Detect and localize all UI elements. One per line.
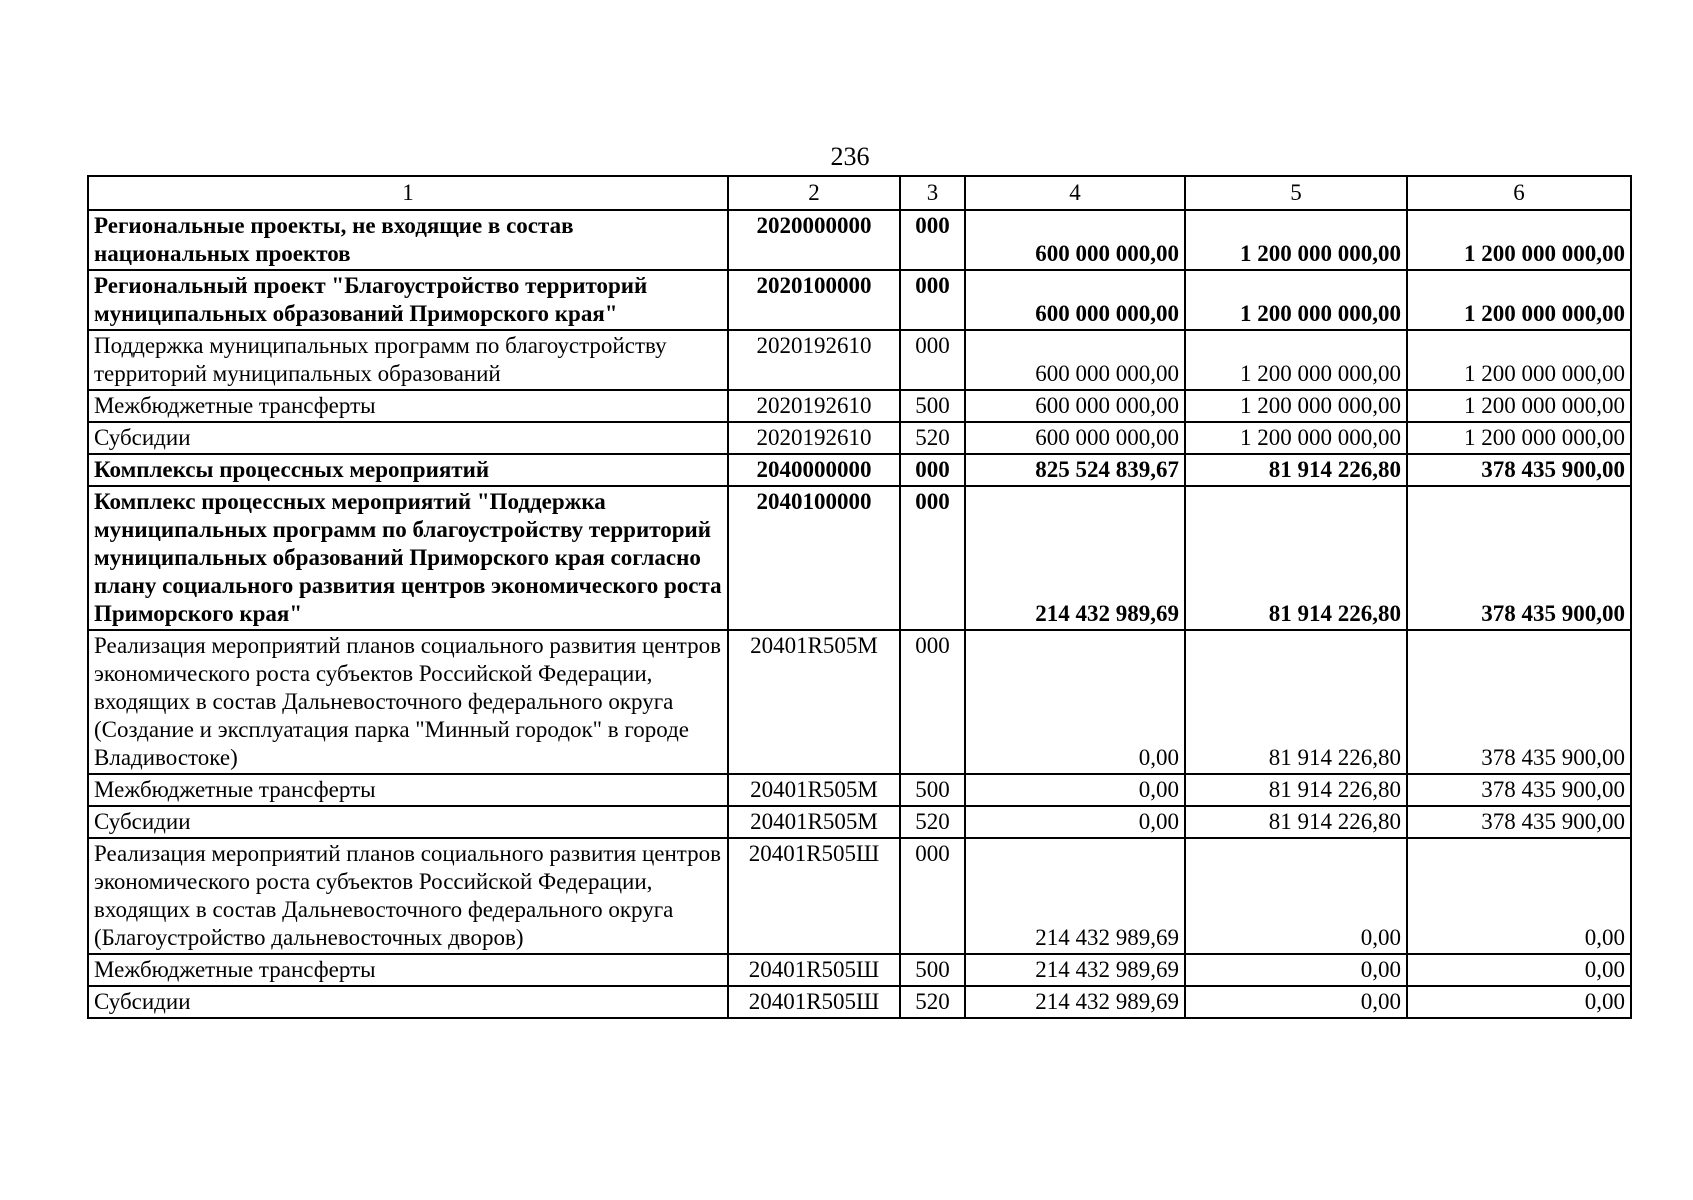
column-header-1: 1: [88, 176, 728, 210]
column-header-3: 3: [900, 176, 965, 210]
row-value-col6: 378 435 900,00: [1407, 774, 1631, 806]
table-row: [88, 454, 1631, 486]
table-row: [88, 630, 1631, 774]
row-name: Региональные проекты, не входящие в состав национальных проектов: [88, 210, 728, 270]
row-code: 2020192610: [728, 390, 900, 422]
row-value-col6: 378 435 900,00: [1407, 806, 1631, 838]
row-code: 20401R505M: [728, 806, 900, 838]
row-expense-type: 000: [900, 838, 965, 954]
row-expense-type: 520: [900, 986, 965, 1018]
row-value-col6: 1 200 000 000,00: [1407, 270, 1631, 330]
column-header-4: 4: [965, 176, 1185, 210]
row-name: Межбюджетные трансферты: [88, 954, 728, 986]
table-row: [88, 330, 1631, 390]
row-name: Комплекс процессных мероприятий "Поддержка муниципальных программ по благоустройству территорий муниципальных образований Приморского края согласно плану социального развития центров экономического роста Приморского края": [88, 486, 728, 630]
row-code: 2020192610: [728, 330, 900, 390]
row-code: 2020100000: [728, 270, 900, 330]
row-value-col5: 1 200 000 000,00: [1185, 390, 1407, 422]
row-value-col6: 378 435 900,00: [1407, 454, 1631, 486]
row-value-col4: 600 000 000,00: [965, 270, 1185, 330]
row-name: Межбюджетные трансферты: [88, 774, 728, 806]
row-value-col5: 0,00: [1185, 954, 1407, 986]
row-value-col5: 81 914 226,80: [1185, 630, 1407, 774]
row-value-col4: 600 000 000,00: [965, 210, 1185, 270]
row-expense-type: 000: [900, 210, 965, 270]
table-row: [88, 210, 1631, 270]
row-expense-type: 520: [900, 806, 965, 838]
row-code: 2040000000: [728, 454, 900, 486]
table-row: [88, 422, 1631, 454]
row-name: Региональный проект "Благоустройство территорий муниципальных образований Приморского края": [88, 270, 728, 330]
row-value-col5: 1 200 000 000,00: [1185, 330, 1407, 390]
row-value-col4: 0,00: [965, 630, 1185, 774]
row-value-col5: 81 914 226,80: [1185, 486, 1407, 630]
table-row: [88, 270, 1631, 330]
row-value-col4: 825 524 839,67: [965, 454, 1185, 486]
row-value-col4: 0,00: [965, 806, 1185, 838]
table-row: [88, 954, 1631, 986]
row-name: Субсидии: [88, 422, 728, 454]
table-row: [88, 390, 1631, 422]
row-name: Межбюджетные трансферты: [88, 390, 728, 422]
row-value-col6: 378 435 900,00: [1407, 486, 1631, 630]
table-row: [88, 774, 1631, 806]
row-name: Субсидии: [88, 806, 728, 838]
row-name: Реализация мероприятий планов социального развития центров экономического роста субъектов Российской Федерации, входящих в состав Дальневосточного федерального округа (Благоустройство дальневосточных дворов): [88, 838, 728, 954]
budget-table: [87, 175, 1632, 1019]
row-code: 20401R505M: [728, 774, 900, 806]
row-expense-type: 500: [900, 390, 965, 422]
row-value-col6: 0,00: [1407, 954, 1631, 986]
table-row: [88, 486, 1631, 630]
row-expense-type: 000: [900, 330, 965, 390]
row-value-col6: 1 200 000 000,00: [1407, 422, 1631, 454]
row-value-col4: 214 432 989,69: [965, 954, 1185, 986]
row-value-col6: 378 435 900,00: [1407, 630, 1631, 774]
row-expense-type: 000: [900, 454, 965, 486]
column-header-2: 2: [728, 176, 900, 210]
row-expense-type: 000: [900, 486, 965, 630]
header-row: [88, 176, 1631, 210]
row-value-col4: 214 432 989,69: [965, 838, 1185, 954]
row-expense-type: 000: [900, 630, 965, 774]
row-value-col5: 0,00: [1185, 986, 1407, 1018]
row-value-col5: 81 914 226,80: [1185, 774, 1407, 806]
table-row: [88, 838, 1631, 954]
row-code: 20401R505M: [728, 630, 900, 774]
row-expense-type: 000: [900, 270, 965, 330]
row-value-col5: 81 914 226,80: [1185, 454, 1407, 486]
row-value-col4: 600 000 000,00: [965, 390, 1185, 422]
row-value-col6: 1 200 000 000,00: [1407, 210, 1631, 270]
row-value-col4: 600 000 000,00: [965, 330, 1185, 390]
row-value-col6: 1 200 000 000,00: [1407, 390, 1631, 422]
row-name: Комплексы процессных мероприятий: [88, 454, 728, 486]
page-number: 236: [830, 142, 870, 171]
row-name: Реализация мероприятий планов социального развития центров экономического роста субъектов Российской Федерации, входящих в состав Дальневосточного федерального округа (Создание и эксплуатация парка "Минный городок" в городе Владивостоке): [88, 630, 728, 774]
column-header-6: 6: [1407, 176, 1631, 210]
row-expense-type: 500: [900, 774, 965, 806]
row-value-col5: 81 914 226,80: [1185, 806, 1407, 838]
row-value-col5: 1 200 000 000,00: [1185, 210, 1407, 270]
row-code: 20401R505Ш: [728, 986, 900, 1018]
table-row: [88, 806, 1631, 838]
row-value-col5: 1 200 000 000,00: [1185, 270, 1407, 330]
table-row: [88, 986, 1631, 1018]
column-header-5: 5: [1185, 176, 1407, 210]
row-value-col6: 0,00: [1407, 986, 1631, 1018]
row-name: Поддержка муниципальных программ по благоустройству территорий муниципальных образований: [88, 330, 728, 390]
row-name: Субсидии: [88, 986, 728, 1018]
row-code: 20401R505Ш: [728, 838, 900, 954]
row-code: 2020000000: [728, 210, 900, 270]
row-expense-type: 520: [900, 422, 965, 454]
row-value-col6: 0,00: [1407, 838, 1631, 954]
row-value-col4: 214 432 989,69: [965, 986, 1185, 1018]
row-expense-type: 500: [900, 954, 965, 986]
row-value-col4: 214 432 989,69: [965, 486, 1185, 630]
row-value-col5: 1 200 000 000,00: [1185, 422, 1407, 454]
row-code: 2020192610: [728, 422, 900, 454]
row-value-col6: 1 200 000 000,00: [1407, 330, 1631, 390]
row-code: 20401R505Ш: [728, 954, 900, 986]
row-value-col5: 0,00: [1185, 838, 1407, 954]
row-value-col4: 0,00: [965, 774, 1185, 806]
row-value-col4: 600 000 000,00: [965, 422, 1185, 454]
row-code: 2040100000: [728, 486, 900, 630]
